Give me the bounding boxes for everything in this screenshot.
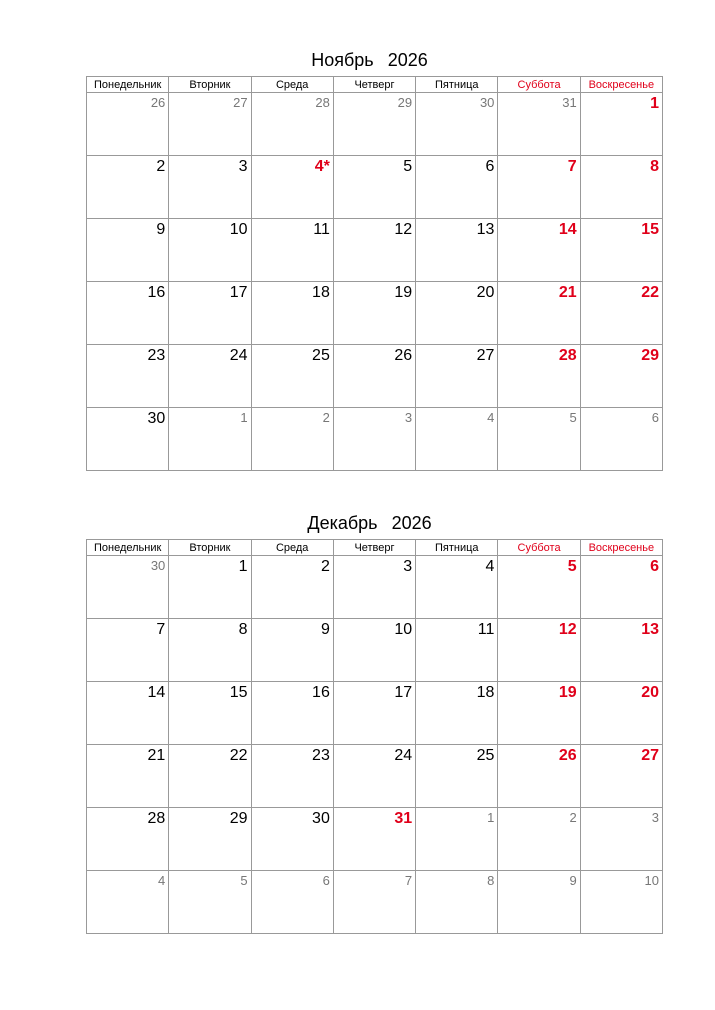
calendar-body [87,93,663,471]
week-row [87,219,663,282]
day-number: 22 [229,747,248,764]
day-number: 31 [394,810,413,827]
day-cell-other-month [169,408,251,471]
day-cell [169,745,251,808]
day-number: 12 [558,621,577,638]
day-cell-holiday [580,556,662,619]
day-number: 5 [240,873,248,888]
day-cell [87,408,169,471]
day-number: 22 [641,284,659,301]
day-number: 27 [476,347,495,364]
day-number: 9 [320,621,330,638]
day-cell-holiday [498,282,580,345]
day-number: 21 [147,747,166,764]
day-cell [87,808,169,871]
day-number: 7 [567,158,577,175]
day-number: 8 [650,158,659,175]
day-number: 14 [558,221,577,238]
day-number: 29 [229,810,248,827]
day-cell-other-month [87,556,169,619]
weekday-friday: Пятница [416,77,498,93]
week-row [87,282,663,345]
day-cell [416,556,498,619]
week-row [87,93,663,156]
day-number: 1 [238,558,248,575]
day-cell [251,282,333,345]
day-cell-other-month [251,408,333,471]
month-year: 2026 [387,50,428,70]
day-cell-holiday [498,682,580,745]
weekday-sunday: Воскресенье [580,77,662,93]
day-number: 1 [650,95,659,112]
day-number: 28 [147,810,166,827]
day-number: 15 [641,221,659,238]
day-number: 8 [487,873,495,888]
day-number: 24 [229,347,248,364]
day-number: 7 [404,873,413,888]
day-cell-holiday [580,93,662,156]
day-number: 3 [403,558,413,575]
day-cell-holiday [251,156,333,219]
day-cell-other-month [416,808,498,871]
day-number: 4 [158,873,166,888]
day-cell [333,345,415,408]
day-cell-other-month [87,871,169,934]
day-number: 18 [312,284,330,301]
day-cell-holiday [580,345,662,408]
day-number: 25 [312,347,330,364]
day-cell [87,619,169,682]
day-cell [333,745,415,808]
day-number: 14 [147,684,166,701]
day-cell [169,808,251,871]
day-number: 13 [476,221,495,238]
day-cell-holiday [580,219,662,282]
month-year: 2026 [391,513,432,533]
day-cell [169,556,251,619]
day-number: 12 [394,221,413,238]
day-number: 27 [641,747,659,764]
day-number: 19 [558,684,577,701]
day-number: 26 [150,95,166,110]
day-number: 11 [477,621,495,638]
day-number: 16 [147,284,166,301]
weekday-header-row [87,540,663,556]
day-cell [251,219,333,282]
day-number: 2 [320,558,330,575]
day-number: 4 [485,558,495,575]
day-cell [169,282,251,345]
day-number: 23 [147,347,166,364]
day-cell-holiday [580,745,662,808]
day-cell [87,682,169,745]
day-cell [87,282,169,345]
day-cell-holiday [498,156,580,219]
day-number: 29 [397,95,413,110]
day-cell-other-month [169,93,251,156]
day-cell [333,282,415,345]
weekday-saturday: Суббота [498,540,580,556]
day-cell-other-month [333,871,415,934]
day-number: 7 [156,621,166,638]
day-number: 6 [650,558,659,575]
day-number: 28 [558,347,577,364]
day-number: 10 [394,621,413,638]
day-cell [251,556,333,619]
day-cell [251,682,333,745]
day-number: 3 [404,410,413,425]
day-cell [333,619,415,682]
day-cell [251,619,333,682]
day-cell [169,219,251,282]
weekday-tuesday: Вторник [169,540,251,556]
day-number: 13 [641,621,659,638]
day-cell-other-month [251,93,333,156]
day-number: 18 [476,684,495,701]
day-number: 24 [394,747,413,764]
day-cell-other-month [416,871,498,934]
weekday-header-row [87,77,663,93]
calendar-body [87,556,663,934]
day-cell-holiday [498,745,580,808]
day-number: 19 [394,284,413,301]
week-row [87,408,663,471]
day-cell [416,619,498,682]
day-cell [416,282,498,345]
day-number: 4 [487,410,495,425]
day-number: 9 [569,873,577,888]
day-number: 20 [476,284,495,301]
day-cell [251,345,333,408]
day-number: 25 [476,747,495,764]
day-cell-holiday [333,808,415,871]
week-row [87,345,663,408]
day-number: 17 [394,684,413,701]
day-number: 10 [644,873,659,888]
day-cell-other-month [416,93,498,156]
day-number: 5 [567,558,577,575]
day-number: 6 [651,410,659,425]
day-number: 5 [569,410,577,425]
weekday-sunday: Воскресенье [580,540,662,556]
day-number: 16 [312,684,330,701]
day-number: 6 [322,873,330,888]
week-row [87,556,663,619]
week-row [87,808,663,871]
week-row [87,745,663,808]
day-cell [416,682,498,745]
day-number: 30 [147,410,166,427]
month-title [76,46,663,76]
day-cell [87,219,169,282]
day-number: 8 [238,621,248,638]
day-cell [333,156,415,219]
day-cell-other-month [251,871,333,934]
day-cell [169,156,251,219]
day-cell [251,745,333,808]
day-cell [87,156,169,219]
month-title [76,509,663,539]
day-number: 2 [569,810,577,825]
day-cell-holiday [580,619,662,682]
day-cell-other-month [87,93,169,156]
day-number: 6 [485,158,495,175]
weekday-thursday: Четверг [333,540,415,556]
day-cell [416,345,498,408]
day-cell [333,682,415,745]
weekday-friday: Пятница [416,540,498,556]
day-cell-holiday [580,682,662,745]
day-cell [169,345,251,408]
day-cell [416,745,498,808]
day-number: 28 [315,95,330,110]
weekday-thursday: Четверг [333,77,415,93]
week-row [87,871,663,934]
day-cell [87,345,169,408]
day-number: 11 [313,221,330,238]
week-row [87,682,663,745]
day-cell-holiday [580,156,662,219]
calendar-grid [86,539,663,934]
day-cell-other-month [498,871,580,934]
day-number: 30 [150,558,166,573]
day-cell-other-month [498,408,580,471]
day-number: 31 [562,95,577,110]
month-december [86,509,663,934]
weekday-monday: Понедельник [87,540,169,556]
day-number: 4* [314,158,330,175]
day-number: 26 [558,747,577,764]
calendar-grid [86,76,663,471]
day-number: 17 [229,284,248,301]
day-cell [169,682,251,745]
day-cell [169,619,251,682]
day-number: 9 [156,221,166,238]
day-cell-holiday [580,282,662,345]
day-number: 15 [229,684,248,701]
day-cell-other-month [580,808,662,871]
day-cell [87,745,169,808]
day-number: 30 [312,810,330,827]
weekday-wednesday: Среда [251,540,333,556]
weekday-tuesday: Вторник [169,77,251,93]
weekday-monday: Понедельник [87,77,169,93]
day-number: 1 [487,810,495,825]
day-number: 20 [641,684,659,701]
month-name: Ноябрь [311,50,374,70]
day-cell-other-month [169,871,251,934]
day-cell-other-month [498,93,580,156]
day-number: 2 [156,158,166,175]
day-cell-holiday [498,556,580,619]
weekday-saturday: Суббота [498,77,580,93]
day-number: 27 [233,95,248,110]
week-row [87,156,663,219]
day-cell [416,219,498,282]
day-cell [251,808,333,871]
day-number: 23 [312,747,330,764]
day-cell-other-month [333,408,415,471]
day-cell-holiday [498,619,580,682]
day-cell-holiday [498,219,580,282]
day-cell [333,219,415,282]
day-cell-holiday [498,345,580,408]
day-number: 30 [479,95,495,110]
weekday-wednesday: Среда [251,77,333,93]
day-number: 10 [229,221,248,238]
month-name: Декабрь [307,513,378,533]
day-cell [416,156,498,219]
day-number: 3 [238,158,248,175]
day-cell-other-month [580,408,662,471]
week-row [87,619,663,682]
day-number: 29 [641,347,659,364]
month-november [86,46,663,471]
day-cell [333,556,415,619]
day-number: 1 [240,410,248,425]
day-number: 5 [403,158,413,175]
day-cell-other-month [333,93,415,156]
day-cell-other-month [498,808,580,871]
day-number: 21 [558,284,577,301]
day-number: 2 [322,410,330,425]
day-number: 3 [651,810,659,825]
day-cell-other-month [580,871,662,934]
day-cell-other-month [416,408,498,471]
day-number: 26 [394,347,413,364]
